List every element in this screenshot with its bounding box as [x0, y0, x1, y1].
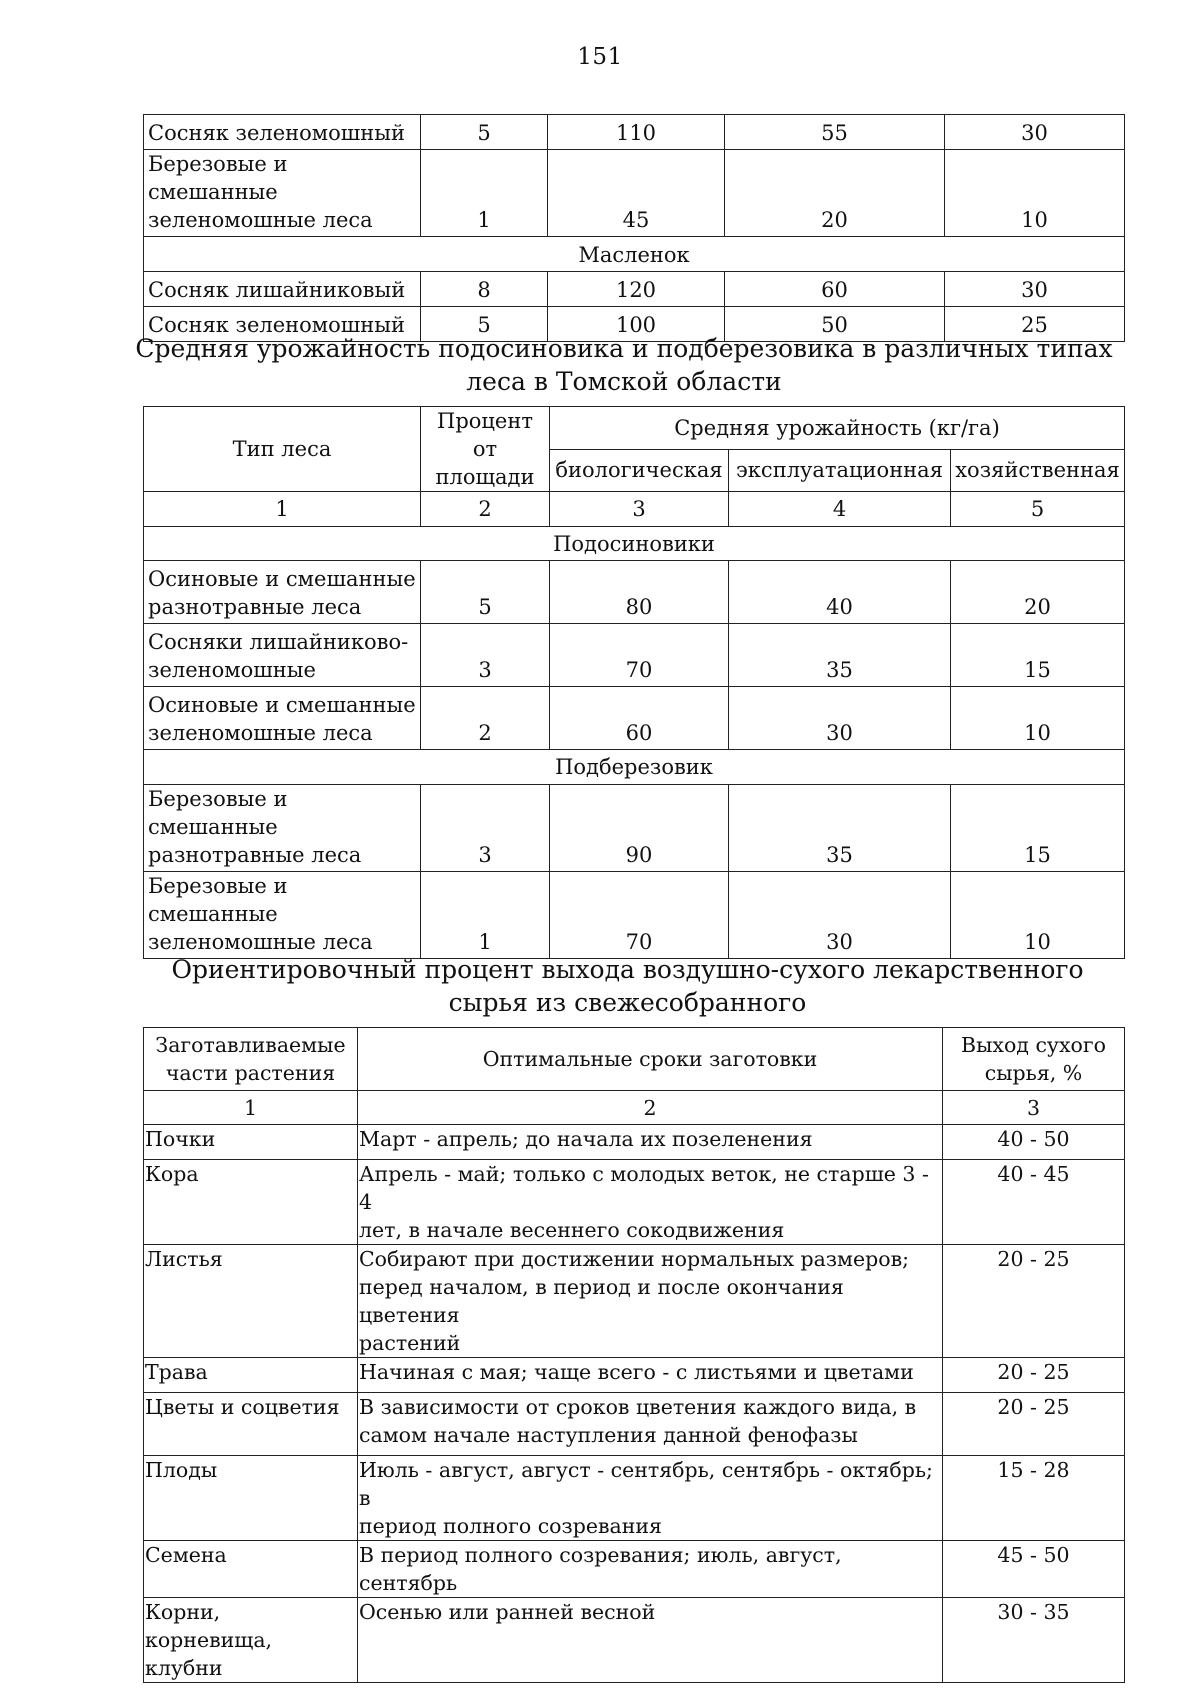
- harvest-terms-cell: [358, 1245, 943, 1358]
- forest-type-text: Березовые и смешанные: [148, 152, 288, 204]
- dry-yield-cell: 15 - 28: [943, 1456, 1125, 1541]
- harvest-terms-cell: [358, 1541, 943, 1598]
- percent-cell: 3: [421, 785, 550, 872]
- biological-yield-cell: 60: [550, 687, 729, 750]
- header-plant-parts-text: Заготавливаемые: [155, 1033, 346, 1057]
- harvest-terms-text: Осенью или ранней весной: [359, 1600, 656, 1624]
- percent-cell: 1: [421, 872, 550, 959]
- harvest-terms-text: перед началом, в период и после окончания цветения: [359, 1275, 844, 1327]
- plant-part-cell: [144, 1160, 358, 1245]
- dry-yield-cell: 40 - 50: [943, 1125, 1125, 1160]
- forest-type-text: зеленомошные леса: [148, 930, 373, 954]
- column-number: 4: [729, 492, 951, 527]
- table-row: [144, 1598, 1125, 1683]
- forest-type-text: зеленомошные: [148, 658, 316, 682]
- operational-yield-cell: 55: [725, 115, 945, 150]
- table3-title-line: Ориентировочный процент выхода воздушно-сухого лекарственного: [171, 955, 1084, 984]
- biological-yield-cell: 120: [548, 272, 725, 307]
- economic-yield-cell: 15: [951, 785, 1125, 872]
- plant-part-cell: [144, 1456, 358, 1541]
- economic-yield-cell: 10: [951, 872, 1125, 959]
- section-row: [144, 237, 1125, 272]
- table-row: [144, 272, 1125, 307]
- plant-part-text: Почки: [145, 1127, 216, 1151]
- harvest-terms-text: период полного созревания: [359, 1514, 662, 1538]
- plant-part-cell: [144, 1598, 358, 1683]
- table-row: [144, 785, 1125, 872]
- percent-cell: 5: [421, 307, 548, 342]
- section-heading: Масленок: [144, 237, 1125, 272]
- forest-type-text: Сосняк лишайниковый: [148, 278, 406, 302]
- header-plant-parts: [144, 1028, 358, 1091]
- plant-part-cell: [144, 1393, 358, 1456]
- aspen-birch-bolete-yield-table: [143, 406, 1125, 959]
- table-row: [144, 687, 1125, 750]
- table-row: [144, 1358, 1125, 1393]
- dry-yield-cell: 20 - 25: [943, 1358, 1125, 1393]
- forest-type-cell: [144, 624, 421, 687]
- harvest-terms-cell: [358, 1598, 943, 1683]
- percent-cell: 1: [421, 150, 548, 237]
- column-number: 3: [550, 492, 729, 527]
- harvest-terms-text: В зависимости от сроков цветения каждого вида, в: [359, 1395, 917, 1419]
- forest-type-text: Березовые и смешанные: [148, 874, 288, 926]
- table-row: [144, 872, 1125, 959]
- column-number-row: [144, 492, 1125, 527]
- table-row: [144, 115, 1125, 150]
- header-dry-yield-text: сырья, %: [984, 1061, 1083, 1085]
- table2-title-line: Средняя урожайность подосиновика и подберезовика в различных типах: [135, 334, 1113, 363]
- header-percent: [421, 407, 550, 492]
- plant-part-cell: [144, 1125, 358, 1160]
- plant-part-text: Листья: [145, 1247, 223, 1271]
- header-average-yield: Средняя урожайность (кг/га): [550, 407, 1125, 450]
- section-heading: Подосиновики: [144, 527, 1125, 561]
- header-economic: хозяйственная: [951, 449, 1125, 492]
- harvest-terms-cell: [358, 1456, 943, 1541]
- harvest-terms-cell: [358, 1125, 943, 1160]
- forest-type-text: Сосняк зеленомошный: [148, 121, 406, 145]
- operational-yield-cell: 30: [729, 687, 951, 750]
- harvest-terms-cell: [358, 1393, 943, 1456]
- forest-type-cell: [144, 150, 421, 237]
- plant-part-text: Корни, корневища,: [145, 1600, 273, 1652]
- harvest-terms-text: Июль - август, август - сентябрь, сентябрь - октябрь; в: [359, 1458, 933, 1510]
- harvest-terms-text: Начиная с мая; чаще всего - с листьями и цветами: [359, 1360, 914, 1384]
- forest-type-text: разнотравные леса: [148, 843, 362, 867]
- forest-type-text: Сосняки лишайниково-: [148, 630, 409, 654]
- header-dry-yield: [943, 1028, 1125, 1091]
- table-row: [144, 561, 1125, 624]
- biological-yield-cell: 100: [548, 307, 725, 342]
- column-number: 1: [144, 1091, 358, 1125]
- percent-cell: 3: [421, 624, 550, 687]
- economic-yield-cell: 30: [945, 272, 1125, 307]
- header-harvest-terms: Оптимальные сроки заготовки: [358, 1028, 943, 1091]
- harvest-terms-text: Апрель - май; только с молодых веток, не старше 3 - 4: [359, 1162, 929, 1214]
- header-forest-type: Тип леса: [144, 407, 421, 492]
- plant-part-text: Цветы и соцветия: [145, 1395, 340, 1419]
- forest-type-cell: [144, 115, 421, 150]
- forest-type-cell: [144, 872, 421, 959]
- operational-yield-cell: 50: [725, 307, 945, 342]
- percent-cell: 8: [421, 272, 548, 307]
- forest-type-text: Осиновые и смешанные: [148, 693, 416, 717]
- harvest-terms-cell: [358, 1358, 943, 1393]
- biological-yield-cell: 45: [548, 150, 725, 237]
- forest-type-text: Осиновые и смешанные: [148, 567, 416, 591]
- percent-cell: 5: [421, 561, 550, 624]
- header-row: [144, 407, 1125, 450]
- dry-raw-material-yield-table: [143, 1027, 1125, 1683]
- section-row: [144, 750, 1125, 785]
- forest-type-text: зеленомошные леса: [148, 721, 373, 745]
- section-row: [144, 527, 1125, 561]
- plant-part-text: Семена: [145, 1543, 227, 1567]
- mushroom-yield-table-continued: [143, 114, 1125, 342]
- table-row: [144, 1393, 1125, 1456]
- table-row: [144, 1160, 1125, 1245]
- dry-yield-cell: 40 - 45: [943, 1160, 1125, 1245]
- forest-type-text: Сосняк зеленомошный: [148, 313, 406, 337]
- header-operational: эксплуатационная: [729, 449, 951, 492]
- biological-yield-cell: 110: [548, 115, 725, 150]
- table3-title-line: сырья из свежесобранного: [448, 988, 807, 1017]
- plant-part-cell: [144, 1358, 358, 1393]
- operational-yield-cell: 20: [725, 150, 945, 237]
- forest-type-cell: [144, 687, 421, 750]
- header-biological: биологическая: [550, 449, 729, 492]
- forest-type-text: зеленомошные леса: [148, 208, 373, 232]
- table-row: [144, 1245, 1125, 1358]
- page-number: 151: [577, 44, 623, 70]
- table-row: [144, 1125, 1125, 1160]
- dry-yield-cell: 45 - 50: [943, 1541, 1125, 1598]
- section-heading: Подберезовик: [144, 750, 1125, 785]
- operational-yield-cell: 60: [725, 272, 945, 307]
- column-number: 3: [943, 1091, 1125, 1125]
- harvest-terms-text: Собирают при достижении нормальных размеров;: [359, 1247, 910, 1271]
- column-number: 2: [358, 1091, 943, 1125]
- percent-cell: 2: [421, 687, 550, 750]
- economic-yield-cell: 10: [945, 150, 1125, 237]
- header-row: [144, 1028, 1125, 1091]
- column-number: 1: [144, 492, 421, 527]
- table-row: [144, 1541, 1125, 1598]
- column-number: 2: [421, 492, 550, 527]
- column-number: 5: [951, 492, 1125, 527]
- harvest-terms-cell: [358, 1160, 943, 1245]
- header-percent-text: площади: [435, 465, 535, 489]
- economic-yield-cell: 10: [951, 687, 1125, 750]
- forest-type-cell: [144, 561, 421, 624]
- harvest-terms-text: лет, в начале весеннего сокодвижения: [359, 1218, 785, 1242]
- header-plant-parts-text: части растения: [165, 1061, 336, 1085]
- forest-type-text: разнотравные леса: [148, 595, 362, 619]
- dry-yield-cell: 20 - 25: [943, 1393, 1125, 1456]
- biological-yield-cell: 90: [550, 785, 729, 872]
- harvest-terms-text: самом начале наступления данной фенофазы: [359, 1423, 858, 1447]
- dry-yield-cell: 20 - 25: [943, 1245, 1125, 1358]
- economic-yield-cell: 15: [951, 624, 1125, 687]
- table-row: [144, 1456, 1125, 1541]
- plant-part-text: Кора: [145, 1162, 199, 1186]
- economic-yield-cell: 30: [945, 115, 1125, 150]
- table3-title: [0, 953, 1200, 1019]
- operational-yield-cell: 30: [729, 872, 951, 959]
- table2-title-line: леса в Томской области: [466, 367, 782, 396]
- economic-yield-cell: 20: [951, 561, 1125, 624]
- operational-yield-cell: 35: [729, 785, 951, 872]
- plant-part-cell: [144, 1245, 358, 1358]
- dry-yield-cell: 30 - 35: [943, 1598, 1125, 1683]
- biological-yield-cell: 70: [550, 872, 729, 959]
- header-percent-text: Процент от: [437, 409, 533, 461]
- percent-cell: 5: [421, 115, 548, 150]
- column-number-row: [144, 1091, 1125, 1125]
- harvest-terms-text: Март - апрель; до начала их позеленения: [359, 1127, 813, 1151]
- table-row: [144, 150, 1125, 237]
- table-row: [144, 624, 1125, 687]
- table2-title: [0, 332, 1200, 398]
- plant-part-text: клубни: [145, 1656, 223, 1680]
- operational-yield-cell: 40: [729, 561, 951, 624]
- harvest-terms-text: растений: [359, 1331, 461, 1355]
- plant-part-cell: [144, 1541, 358, 1598]
- biological-yield-cell: 80: [550, 561, 729, 624]
- header-dry-yield-text: Выход сухого: [961, 1033, 1106, 1057]
- forest-type-cell: [144, 785, 421, 872]
- harvest-terms-text: В период полного созревания; июль, август, сентябрь: [359, 1543, 842, 1595]
- forest-type-text: Березовые и смешанные: [148, 787, 288, 839]
- biological-yield-cell: 70: [550, 624, 729, 687]
- forest-type-cell: [144, 272, 421, 307]
- plant-part-text: Плоды: [145, 1458, 218, 1482]
- operational-yield-cell: 35: [729, 624, 951, 687]
- economic-yield-cell: 25: [945, 307, 1125, 342]
- plant-part-text: Трава: [145, 1360, 208, 1384]
